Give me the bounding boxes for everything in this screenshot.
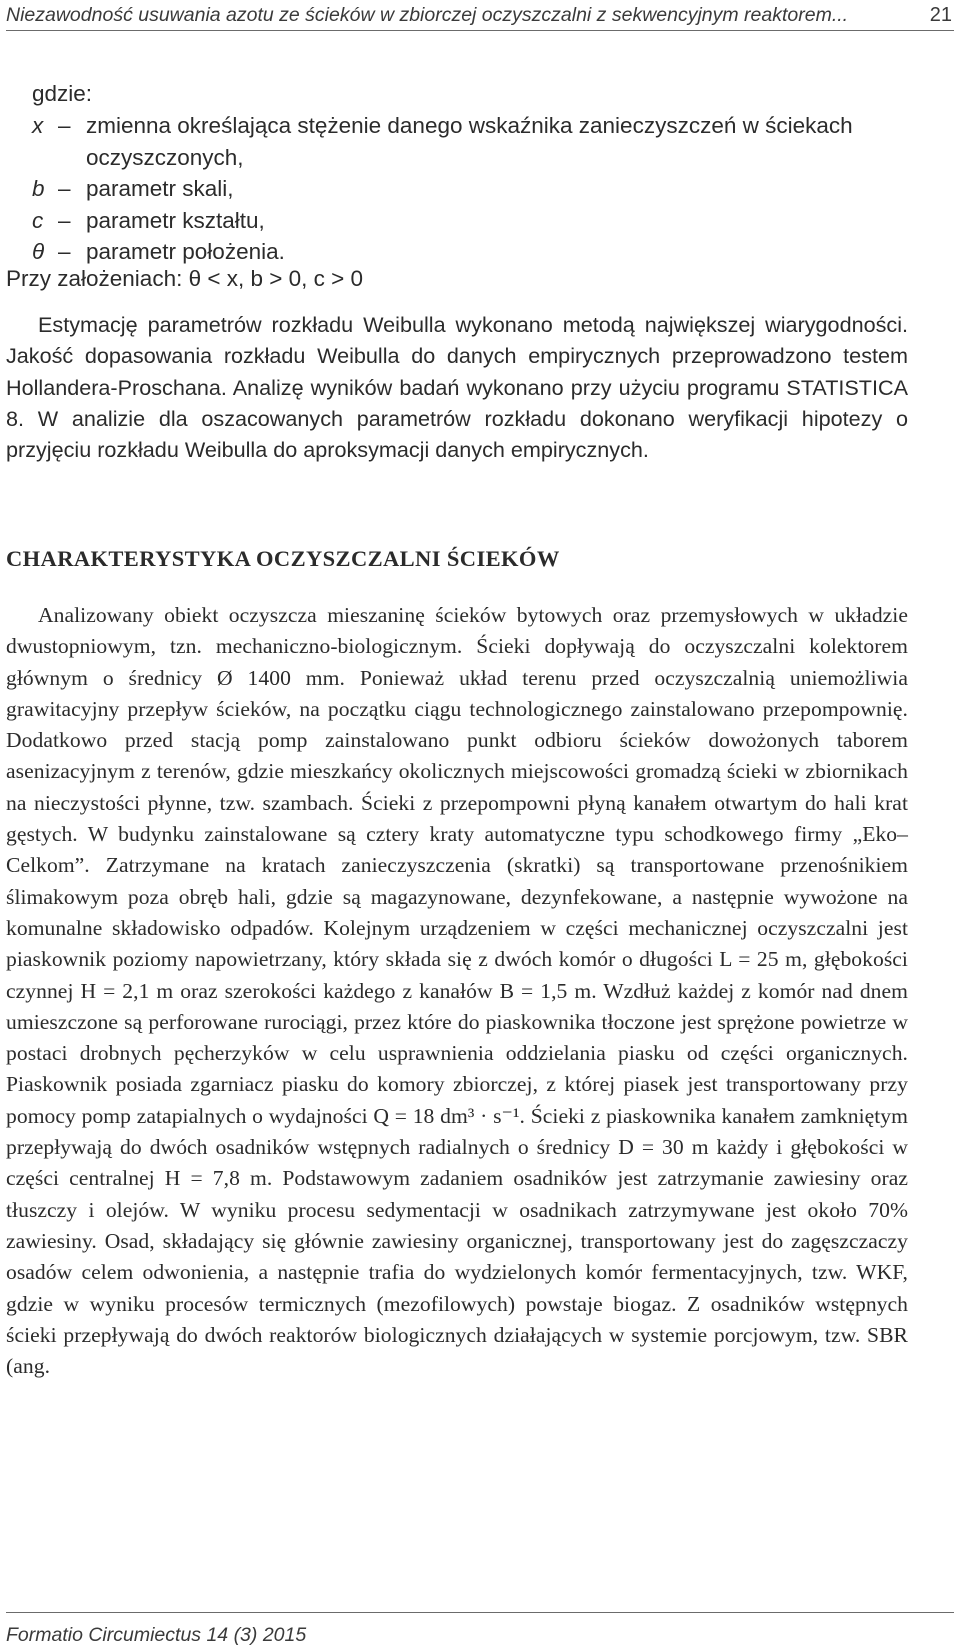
variable-description: parametr skali, xyxy=(86,176,234,201)
header-rule xyxy=(6,30,954,31)
variable-row-c xyxy=(32,205,912,237)
variable-symbol: b xyxy=(32,176,45,201)
footer-rule xyxy=(6,1612,954,1613)
running-header xyxy=(6,0,952,30)
footer-citation: Formatio Circumiectus 14 (3) 2015 xyxy=(6,1624,307,1646)
variable-dash: – xyxy=(58,239,71,264)
variable-description: zmienna określająca stężenie danego wskaźnika zanieczyszczeń w ściekach oczyszczonych, xyxy=(86,113,853,170)
variable-description: parametr położenia. xyxy=(86,239,285,264)
variable-dash: – xyxy=(58,113,71,138)
paragraph-plant-description: Analizowany obiekt oczyszcza mieszaninę ścieków bytowych oraz przemysłowych w układzie dwustopniowym, tzn. mechaniczno-biologicznym. Ścieki dopływają do oczyszczalni kolektorem głównym o średnicy Ø 1400 mm. Ponieważ układ terenu przed oczyszczalnią uniemożliwia grawitacyjny przepływ ścieków, na początku ciągu technologicznego zainstalowano przepompownię. Dodatkowo przed stacją pomp zainstalowano punkt odbioru ścieków dowożonych taborem asenizacyjnym z terenów, gdzie mieszkańcy okolicznych miejscowości gromadzą ścieki w zbiornikach na nieczystości płynne, tzw. szambach. Ścieki z przepompowni płyną kanałem otwartym do hali krat gęstych. W budynku zainstalowane są cztery kraty automatyczne typu schodkowego firmy „Eko–Celkom”. Zatrzymane na kratach zanieczyszczenia (skratki) są transportowane przenośnikiem ślimakowym poza obręb hali, gdzie są magazynowane, dezynfekowane, a następnie wywożone na komunalne składowisko odpadów. Kolejnym urządzeniem w części mechanicznej oczyszczalni jest piaskownik poziomy napowietrzany, który składa się z dwóch komór o długości L = 25 m, głębokości czynnej H = 2,1 m oraz szerokości każdego z kanałów B = 1,5 m. Wzdłuż każdej z komór nad dnem umieszczone są perforowane rurociągi, przez które do piaskownika tłoczone jest sprężone powietrze w postaci drobnych pęcherzyków w celu usprawnienia oddzielania piasku od części organicznych. Piaskownik posiada zgarniacz piasku do komory zbiorczej, z której piasek jest transportowany przy pomocy pomp zatapialnych o wydajności Q = 18 dm³ · s⁻¹. Ścieki z piaskownika kanałem zamkniętym przepływają do dwóch osadników wstępnych radialnych o średnicy D = 30 m każdy i głębokości w części centralnej H = 7,8 m. Podstawowym zadaniem osadników jest zatrzymanie zawiesiny oraz tłuszczy i olejów. W wyniku procesu sedymentacji w osadnikach zatrzymywane jest około 70% zawiesiny. Osad, składający się głównie zawiesiny organicznej, transportowany jest do zagęszczaczy osadów celem odwonienia, a następnie trafia do wydzielonych komór fermentacyjnych, tzw. WKF, gdzie w wyniku procesów termicznych (mezofilowych) powstaje biogaz. Z osadników wstępnych ścieki przepływają do dwóch reaktorów biologicznych działających w systemie porcjowym, tzw. SBR (ang. xyxy=(6,603,908,1379)
variable-symbol: x xyxy=(32,113,44,138)
variable-row-b xyxy=(32,173,912,205)
variable-symbol: θ xyxy=(32,239,45,264)
assumption-line: Przy założeniach: θ < x, b > 0, c > 0 xyxy=(6,266,364,291)
page-number: 21 xyxy=(929,3,952,26)
variable-dash: – xyxy=(58,207,71,233)
paragraph-estimation: Estymację parametrów rozkładu Weibulla wykonano metodą największej wiarygodności. Jakość dopasowania rozkładu Weibulla do danych empirycznych przeprowadzono testem Hollandera-Proschana. Analizę wyników badań wykonano przy użyciu programu STATISTICA 8. W analizie dla oszacowanych parametrów rozkładu dokonano weryfikacji hipotezy o przyjęciu rozkładu Weibulla do aproksymacji danych empirycznych. xyxy=(6,312,908,463)
variable-symbol: c xyxy=(32,207,44,233)
section-heading: CHARAKTERYSTYKA OCZYSZCZALNI ŚCIEKÓW xyxy=(6,546,560,571)
where-label: gdzie: xyxy=(32,81,93,106)
running-title: Niezawodność usuwania azotu ze ścieków w zbiorczej oczyszczalni z sekwencyjnym reaktorem... xyxy=(6,3,849,26)
variable-description: parametr kształtu, xyxy=(86,207,265,233)
variable-dash: – xyxy=(58,176,71,201)
variable-definitions xyxy=(32,110,912,268)
variable-row-x xyxy=(32,110,912,173)
